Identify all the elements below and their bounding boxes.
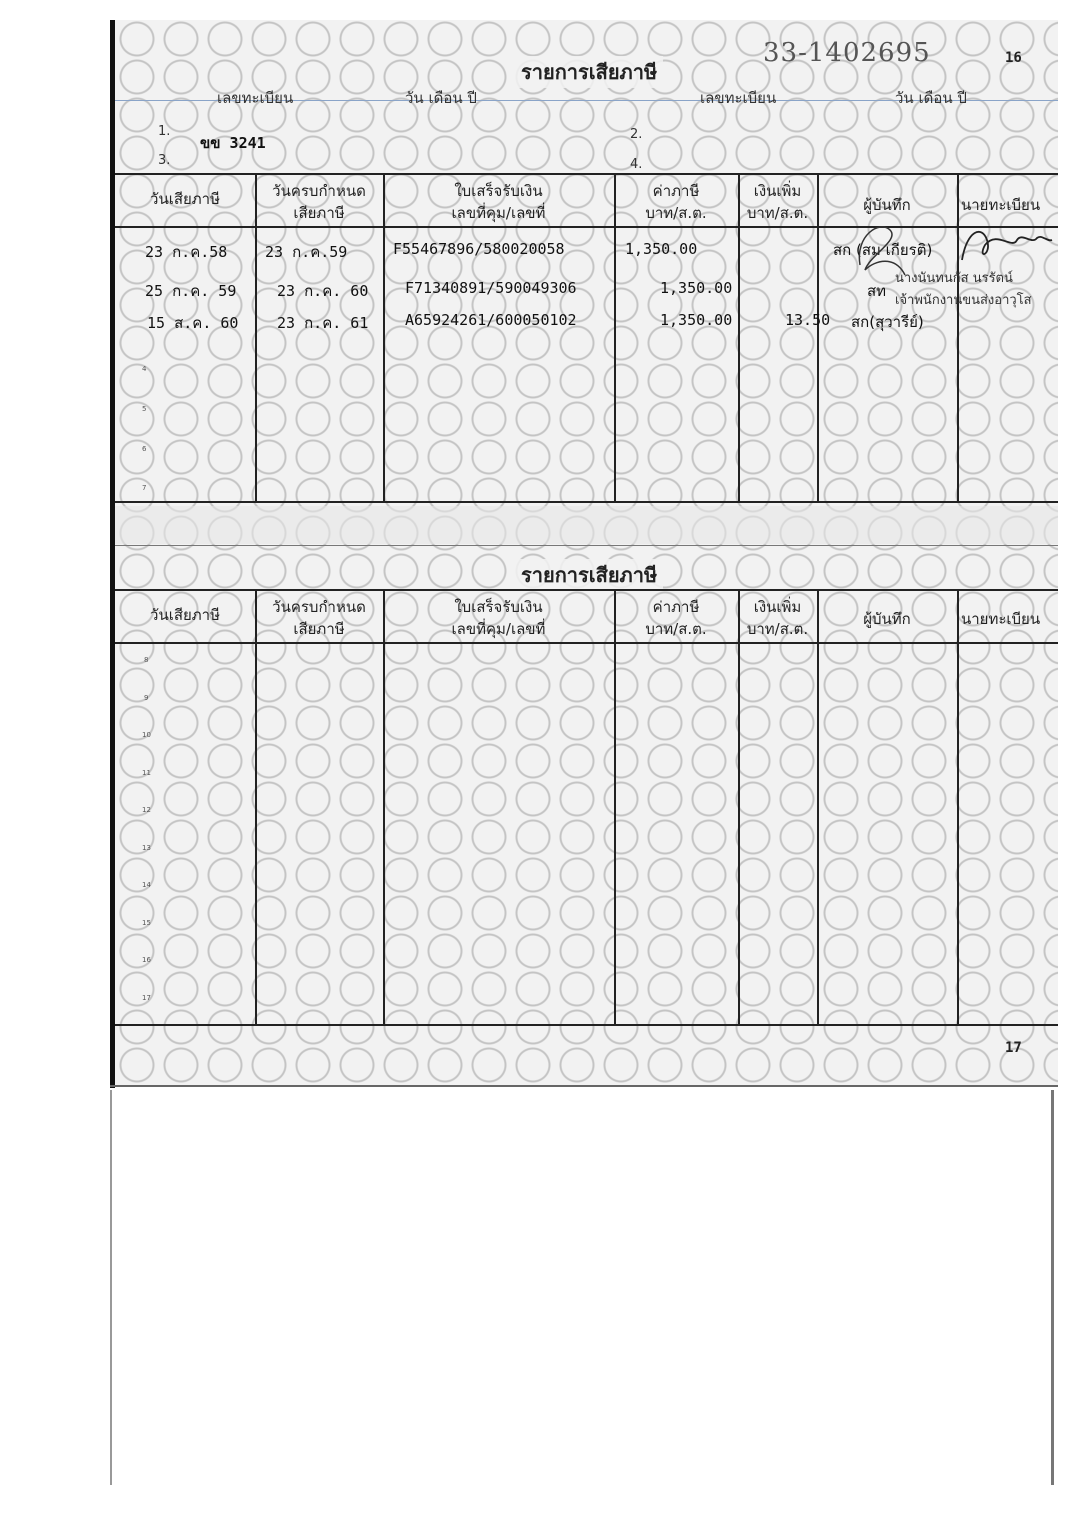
- row-num: 16: [142, 956, 151, 964]
- row-num: 8: [144, 656, 149, 664]
- col-divider: [957, 589, 959, 1026]
- section-title-bottom: รายการเสียภาษี: [515, 559, 663, 591]
- row2-due: 23 ก.ค. 60: [277, 282, 369, 300]
- th-paid-date: วันเสียภาษี: [150, 190, 220, 208]
- col-divider: [255, 589, 257, 1026]
- th-surcharge-line1: เงินเพิ่ม: [753, 182, 802, 200]
- th-receipt-line2: เลขที่คุม/เลขที่: [451, 204, 546, 222]
- row2-receipt: F71340891/590049306: [405, 279, 577, 297]
- reg-index-2: 2.: [630, 127, 643, 142]
- scan-shadow-right: [1051, 1090, 1054, 1485]
- th2-tax-line2: บาท/ส.ต.: [645, 620, 707, 638]
- col-divider: [738, 589, 740, 1026]
- row3-paid: 15 ส.ค. 60: [147, 314, 239, 332]
- row-num: 9: [144, 694, 149, 702]
- row3-receipt: A65924261/600050102: [405, 311, 577, 329]
- th2-surcharge-line2: บาท/ส.ต.: [746, 620, 809, 638]
- row3-recorder: สก(สุวารีย์): [851, 313, 924, 331]
- row1-receipt: F55467896/580020058: [393, 240, 565, 258]
- row3-due: 23 ก.ค. 61: [277, 314, 369, 332]
- reg-label-left: เลขทะเบียน: [217, 89, 294, 107]
- row3-tax: 1,350.00: [660, 311, 733, 329]
- row-num: 13: [142, 844, 151, 852]
- reg-label-right: เลขทะเบียน: [700, 89, 777, 107]
- th-receipt-line1: ใบเสร็จรับเงิน: [454, 182, 543, 200]
- th-registrar: นายทะเบียน: [961, 196, 1041, 214]
- row-num: 11: [142, 769, 151, 777]
- row1-recorder: สก (สม เกียรติ): [833, 241, 933, 259]
- row2-recorder: สท: [867, 282, 887, 300]
- row-num: 15: [142, 919, 151, 927]
- reg-index-4: 4.: [630, 157, 643, 172]
- row-num: 6: [142, 445, 147, 453]
- row-num: 5: [142, 405, 147, 413]
- row1-due: 23 ก.ค.59: [265, 243, 348, 261]
- th2-receipt-line1: ใบเสร็จรับเงิน: [454, 598, 543, 616]
- row-num: 10: [142, 731, 151, 739]
- page-separation: [115, 506, 1058, 544]
- th-recorder: ผู้บันทึก: [863, 196, 911, 214]
- page-number-bottom: 17: [1005, 1040, 1022, 1056]
- th2-receipt-line2: เลขที่คุม/เลขที่: [451, 620, 546, 638]
- date-label-right: วัน เดือน ปี: [895, 89, 967, 107]
- th2-surcharge-line1: เงินเพิ่ม: [753, 598, 802, 616]
- row-num: 12: [142, 806, 151, 814]
- th-surcharge-line2: บาท/ส.ต.: [746, 204, 809, 222]
- recorder-signature: [850, 215, 910, 285]
- th-due-line1: วันครบกำหนด: [272, 182, 366, 200]
- row1-paid: 23 ก.ค.58: [145, 243, 228, 261]
- th2-paid-date: วันเสียภาษี: [150, 606, 220, 624]
- reg-index-3: 3.: [158, 153, 171, 168]
- reg-value-1: ขข 3241: [200, 134, 266, 152]
- row-num: 17: [142, 994, 151, 1002]
- th-tax-line1: ค่าภาษี: [652, 182, 700, 200]
- th2-due-line1: วันครบกำหนด: [272, 598, 366, 616]
- separation-line: [115, 545, 1058, 546]
- row-num: 7: [142, 484, 147, 492]
- stamp-name: นางนันทนกัส นรรัตน์: [895, 271, 1013, 286]
- row1-tax: 1,350.00: [625, 240, 698, 258]
- row3-surcharge: 13.50: [785, 311, 831, 329]
- th2-tax-line1: ค่าภาษี: [652, 598, 700, 616]
- page-edge-bottom: [110, 1085, 1058, 1087]
- th2-registrar: นายทะเบียน: [961, 610, 1041, 628]
- stamp-position: เจ้าพนักงานขนส่งอาวุโส: [895, 293, 1032, 308]
- row-num: 14: [142, 881, 151, 889]
- th-tax-line2: บาท/ส.ต.: [645, 204, 707, 222]
- row2-paid: 25 ก.ค. 59: [145, 282, 237, 300]
- col-divider: [614, 589, 616, 1026]
- col-divider: [817, 173, 819, 503]
- page-number-top: 16: [1005, 50, 1022, 66]
- date-label-left: วัน เดือน ปี: [405, 89, 477, 107]
- reg-index-1: 1.: [158, 124, 171, 139]
- th2-due-line2: เสียภาษี: [293, 620, 345, 638]
- th2-recorder: ผู้บันทึก: [863, 610, 911, 628]
- col-divider: [817, 589, 819, 1026]
- handwritten-number: 33-1402695: [763, 38, 931, 68]
- scan-shadow-left: [110, 1090, 112, 1485]
- document-page: [115, 20, 1058, 1086]
- registrar-signature: [957, 220, 1057, 270]
- th-due-line2: เสียภาษี: [293, 204, 345, 222]
- row2-tax: 1,350.00: [660, 279, 733, 297]
- col-divider: [383, 589, 385, 1026]
- row-num: 4: [142, 365, 147, 373]
- section-title-top: รายการเสียภาษี: [515, 56, 663, 88]
